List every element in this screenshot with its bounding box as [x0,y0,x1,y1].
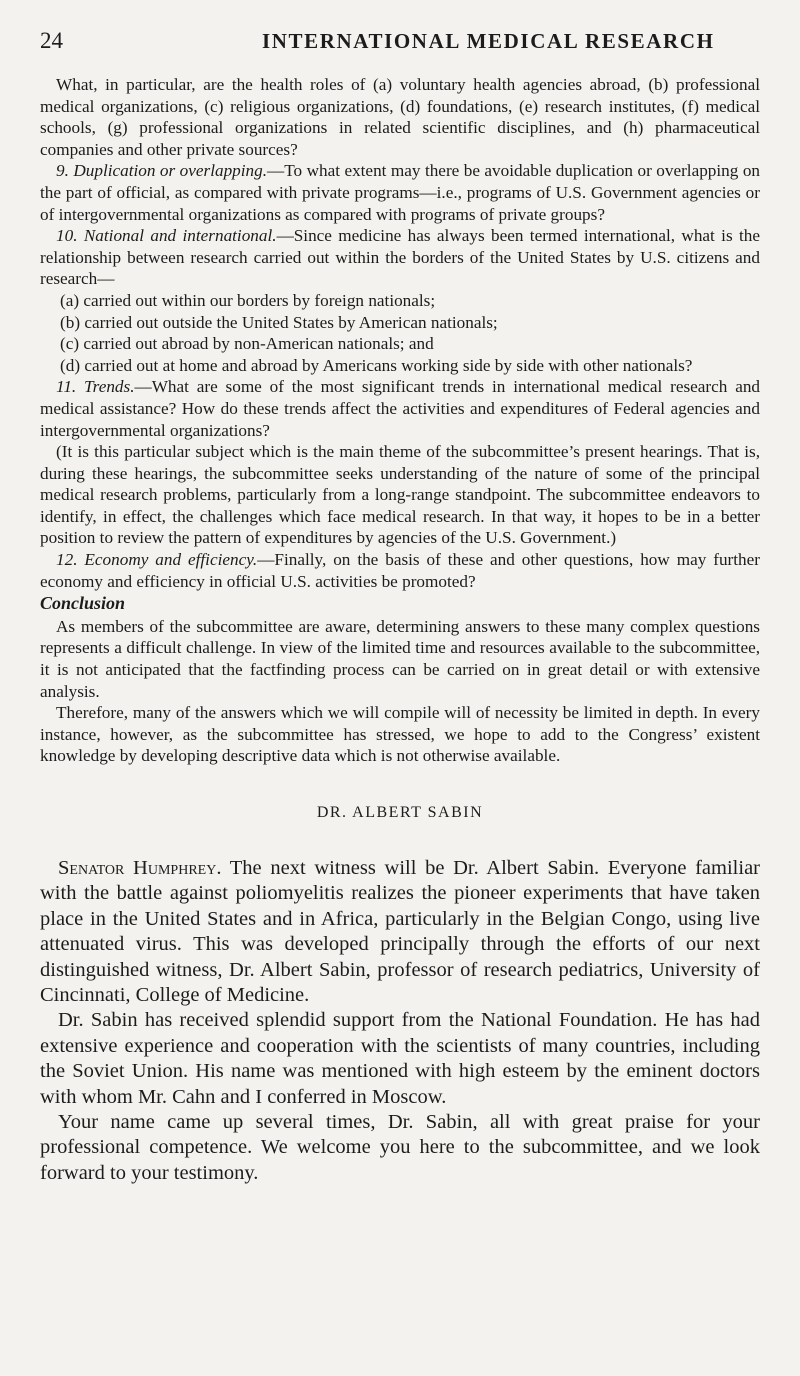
question-10-list [40,290,760,376]
witness-heading: DR. ALBERT SABIN [316,804,484,821]
question-11-text: —What are some of the most significant trends in international medical research and medical assistance? How do these trends affect the activities and expenditures of Federal agencies and intergovernmental organizations? [40,377,761,440]
question-11-label: 11. Trends. [56,377,135,397]
conclusion-paragraph-1: As members of the subcommittee are aware, determining answers to these many complex questions represents a difficult challenge. In view of the limited time and resources available to the subcommittee, it is not anticipated that the factfinding process can be carried on in great detail or with extensive analysis. [40,616,760,701]
question-9-label: 9. Duplication or overlapping. [56,161,268,181]
testimony-section [40,856,760,1186]
question-9-text: —To what extent may there be avoidable duplication or overlapping on the part of official, as compared with private programs—i.e., programs of U.S. Government agencies or of intergovernmental organizations as compared with programs of private groups? [40,161,761,224]
running-title: INTERNATIONAL MEDICAL RESEARCH [262,29,715,53]
subject-note: (It is this particular subject which is the main theme of the subcommittee’s present hearings. That is, during these hearings, the subcommittee seeks understanding of the nature of some of the principal medical research problems, particularly from a long-range standpoint. The subcommittee endeavors to identify, in effect, the challenges which face medical research. In that way, it hopes to be in a better position to review the pattern of expenditures by agencies of the U.S. Government.) [40,442,760,548]
testimony-paragraph-3: Your name came up several times, Dr. Sabin, all with great praise for your professional competence. We welcome you here to the subcommittee, and we look forward to your testimony. [40,1111,760,1184]
question-9 [40,160,760,225]
question-12-label: 12. Economy and efficiency. [56,550,258,570]
question-8-continuation: What, in particular, are the health roles of (a) voluntary health agencies abroad, (b) professional medical organizations, (c) religious organizations, (d) foundations, (e) research institutes, (f) medical schools, (g) professional organizations in related scientific disciplines, and (h) pharmaceutical companies and other private sources? [40,75,760,159]
list-item: (b) carried out outside the United States by American nationals; [60,312,498,332]
question-12-text: —Finally, on the basis of these and other questions, how may further economy and efficiency in official U.S. activities be promoted? [40,550,761,591]
question-10-text: —Since medicine has always been termed international, what is the relationship between research carried out within the borders of the United States by U.S. citizens and research— [40,226,760,289]
question-10 [40,225,760,290]
list-item: (c) carried out abroad by non-American nationals; and [60,334,434,354]
page-number: 24 [40,28,63,53]
running-head [40,28,760,74]
question-11 [40,376,760,441]
conclusion-heading: Conclusion [40,593,126,614]
testimony-paragraph-2: Dr. Sabin has received splendid support from the National Foundation. He has had extensive experience and cooperation with the scientists of many countries, including the Soviet Union. His name was mentioned with high esteem by the eminent doctors with whom Mr. Cahn and I conferred in Moscow. [40,1009,760,1108]
conclusion-paragraph-2: Therefore, many of the answers which we will compile will of necessity be limited in depth. In every instance, however, as the subcommittee has stressed, we hope to add to the Congress’ existent knowledge by developing descriptive data which is not otherwise available. [40,703,760,766]
questions-section [40,74,760,767]
testimony-paragraph-1 [40,856,760,1008]
list-item: (d) carried out at home and abroad by Americans working side by side with other nationals? [60,355,693,375]
question-10-label: 10. National and international. [56,226,277,246]
testimony-text-1: The next witness will be Dr. Albert Sabin. Everyone familiar with the battle against poliomyelitis realizes the pioneer experiments that have taken place in the United States and in Africa, particularly in the Belgian Congo, using live attenuated virus. This was developed principally through the efforts of our next distinguished witness, Dr. Albert Sabin, professor of research pediatrics, University of Cincinnati, College of Medicine. [40,857,760,1007]
speaker-name: Senator Humphrey. [58,857,222,879]
list-item: (a) carried out within our borders by foreign nationals; [60,290,436,310]
question-12 [40,549,760,592]
